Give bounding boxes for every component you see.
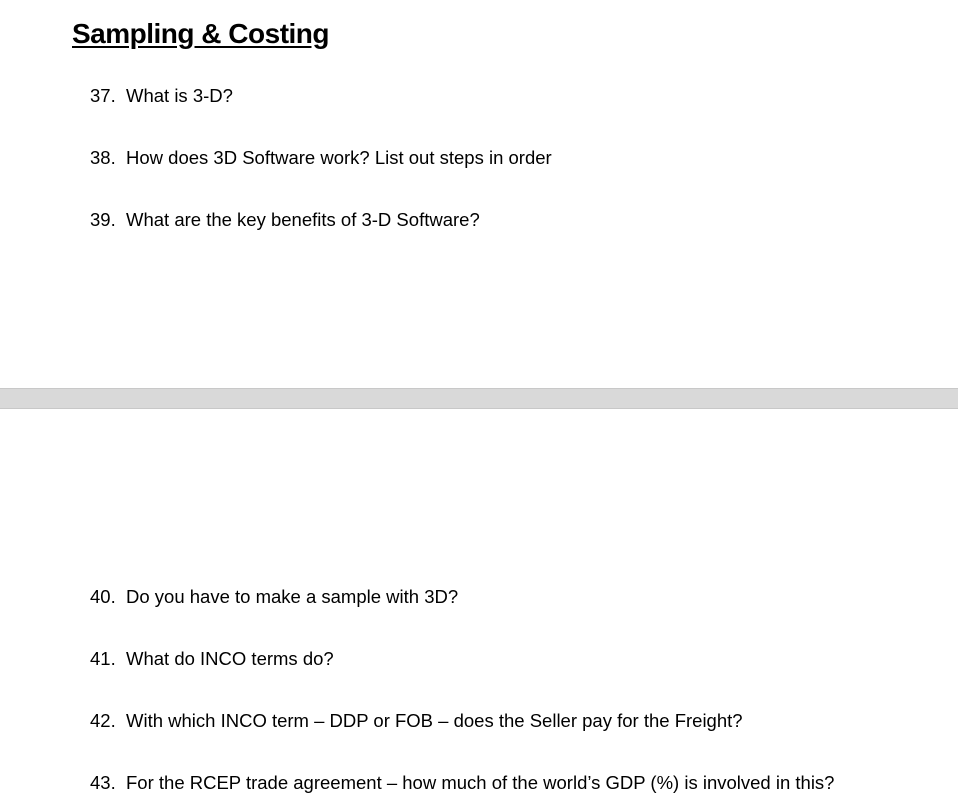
question-text: With which INCO term – DDP or FOB – does the Seller pay for the Freight? (126, 710, 743, 731)
question-39 (90, 208, 480, 232)
question-number: 40. (90, 586, 116, 607)
page-break-separator (0, 388, 958, 409)
question-number: 42. (90, 710, 116, 731)
question-38 (90, 146, 552, 170)
question-number: 38. (90, 147, 116, 168)
question-text: What is 3-D? (126, 85, 233, 106)
question-text: What do INCO terms do? (126, 648, 334, 669)
question-text: How does 3D Software work? List out steps in order (126, 147, 552, 168)
question-text: For the RCEP trade agreement – how much of the world’s GDP (%) is involved in this? (126, 772, 835, 793)
question-42 (90, 709, 743, 733)
question-number: 41. (90, 648, 116, 669)
question-number: 37. (90, 85, 116, 106)
document-page-1 (0, 0, 958, 388)
question-37 (90, 84, 233, 108)
question-number: 43. (90, 772, 116, 793)
question-number: 39. (90, 209, 116, 230)
document-page-2 (0, 409, 958, 812)
question-40 (90, 585, 458, 609)
question-41 (90, 647, 334, 671)
question-text: Do you have to make a sample with 3D? (126, 586, 459, 607)
question-43 (90, 771, 834, 795)
section-heading: Sampling & Costing (72, 18, 329, 49)
question-text: What are the key benefits of 3-D Software? (126, 209, 480, 230)
